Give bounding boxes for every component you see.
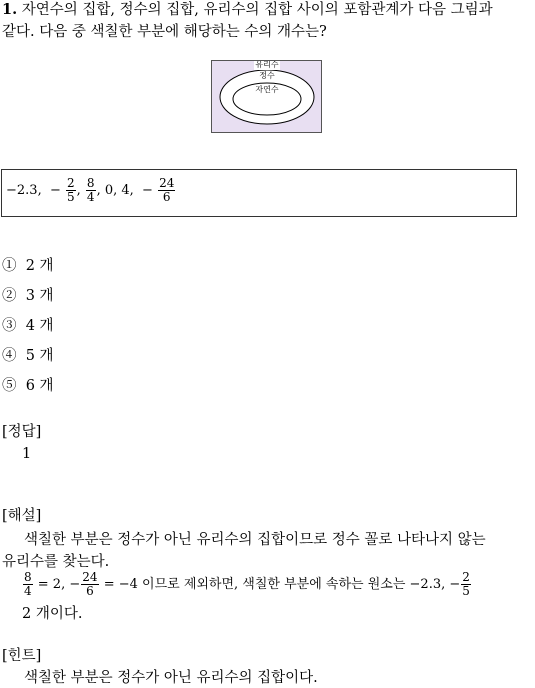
venn-diagram	[211, 60, 322, 133]
option-text: 5 개	[25, 348, 54, 364]
answer-label: [정답]	[2, 424, 42, 440]
question-number: 1.	[2, 1, 18, 18]
num-b-denominator: 5	[67, 190, 75, 204]
question-line-1	[2, 0, 493, 20]
expl-frac-2-den: 6	[86, 584, 94, 598]
inner-label: 자연수	[255, 85, 279, 94]
hint-text: 색칠한 부분은 정수가 아닌 유리수의 집합이다.	[24, 670, 318, 686]
explanation-line-4: 2 개이다.	[22, 606, 83, 622]
num-c-denominator: 4	[86, 190, 95, 204]
expl-frac-2-num: 24	[82, 570, 98, 584]
num-d-fraction	[158, 177, 175, 204]
num-d-numerator: 24	[159, 176, 175, 190]
option-5[interactable]	[2, 376, 54, 396]
option-text: 6 개	[25, 378, 54, 394]
expl-frac-1	[23, 571, 33, 598]
expl-eq-2: = −4 이므로 제외하면, 색칠한 부분에 속하는 원소는 −2.3,	[103, 577, 446, 592]
explanation-line-3	[22, 571, 472, 598]
number-list-box	[1, 169, 517, 217]
option-marker: ②	[2, 288, 17, 304]
option-text: 2 개	[25, 258, 54, 274]
explanation-line-1: 색칠한 부분은 정수가 아닌 유리수의 집합이므로 정수 꼴로 나타나지 않는	[24, 532, 486, 548]
explanation-line-2: 유리수를 찾는다.	[2, 554, 110, 570]
option-marker: ⑤	[2, 378, 17, 394]
question-text-2: 같다. 다음 중 색칠한 부분에 해당하는 수의 개수는?	[2, 24, 327, 40]
num-d-denominator: 6	[162, 190, 171, 204]
option-1[interactable]	[2, 256, 54, 276]
option-text: 4 개	[25, 318, 54, 334]
venn-svg	[212, 61, 321, 132]
expl-frac-1-num: 8	[24, 570, 32, 584]
number-list: −2.3, − $\frac{2}{5}$ , $\frac{8}{4}$ , 0, 4, − $\frac{24}{6}$	[6, 176, 175, 204]
option-3[interactable]	[2, 316, 54, 336]
expl-eq-1: = 2,	[37, 577, 66, 592]
num-b-sign: −	[49, 183, 61, 198]
num-c-fraction	[86, 177, 96, 204]
outer-label: 유리수	[255, 61, 279, 69]
expl-frac-1-den: 4	[24, 584, 32, 598]
num-d-sign: −	[142, 183, 153, 198]
num-c-numerator: 8	[86, 176, 95, 190]
option-marker: ④	[2, 348, 17, 364]
num-b-fraction	[66, 177, 76, 204]
expl-frac-3	[461, 571, 471, 598]
hint-label: [힌트]	[2, 648, 42, 664]
expl-frac-3-den: 5	[462, 584, 470, 598]
expl-frac-3-sign: −	[449, 577, 461, 592]
question-text-1: 자연수의 집합, 정수의 집합, 유리수의 집합 사이의 포함관계가 다음 그림과	[21, 2, 493, 18]
num-b-numerator: 2	[67, 176, 75, 190]
option-text: 3 개	[25, 288, 54, 304]
middle-label: 정수	[259, 71, 275, 80]
option-4[interactable]	[2, 346, 54, 366]
expl-frac-2-sign: −	[69, 577, 81, 592]
num-a: −2.3,	[6, 183, 42, 198]
option-marker: ③	[2, 318, 17, 334]
answer-value: 1	[22, 446, 32, 462]
num-rest: 0, 4,	[104, 183, 134, 198]
expl-frac-3-num: 2	[462, 570, 470, 584]
expl-frac-2	[81, 571, 98, 598]
option-2[interactable]	[2, 286, 54, 306]
option-marker: ①	[2, 258, 17, 274]
explanation-label: [해설]	[2, 508, 42, 524]
